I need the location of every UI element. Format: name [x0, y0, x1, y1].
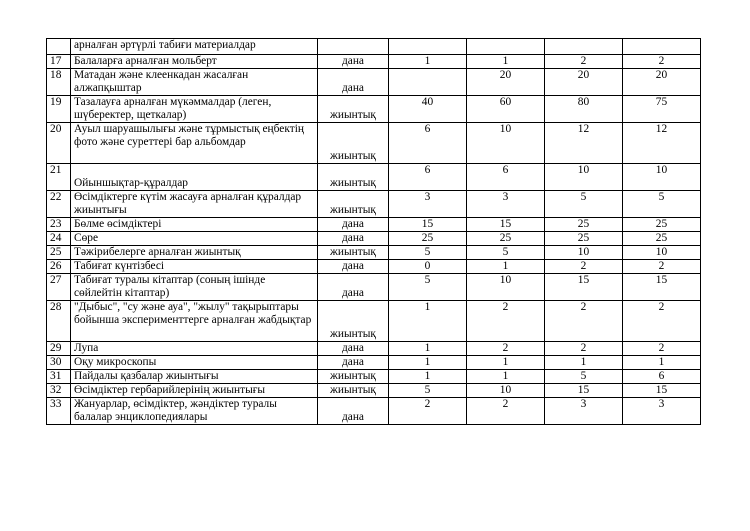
value-cell: 20	[467, 69, 545, 96]
row-number: 30	[47, 356, 71, 370]
value-cell: 5	[389, 384, 467, 398]
value-cell: 2	[623, 260, 701, 274]
value-cell: 1	[389, 370, 467, 384]
value-cell: 2	[545, 342, 623, 356]
table-row	[47, 246, 701, 260]
item-name: Тазалауға арналған мүкәммалдар (леген, шүберектер, щеткалар)	[71, 96, 318, 123]
value-cell: 75	[623, 96, 701, 123]
value-cell: 1	[389, 342, 467, 356]
value-cell: 5	[389, 246, 467, 260]
value-cell: 60	[467, 96, 545, 123]
equipment-table	[46, 38, 701, 425]
value-cell: 1	[467, 370, 545, 384]
table-row	[47, 164, 701, 191]
value-cell: 10	[623, 246, 701, 260]
table-row	[47, 384, 701, 398]
item-name: Ойыншықтар-құралдар	[71, 164, 318, 191]
value-cell: 6	[389, 164, 467, 191]
row-number: 20	[47, 123, 71, 164]
item-name: "Дыбыс", "су және ауа", "жылу" тақырыптары бойынша эксперименттерге арналған жабдықтар	[71, 301, 318, 342]
table-row	[47, 260, 701, 274]
value-cell: 10	[467, 384, 545, 398]
value-cell: 15	[467, 218, 545, 232]
value-cell: 40	[389, 96, 467, 123]
unit-of-measure: дана	[318, 69, 389, 96]
row-number: 25	[47, 246, 71, 260]
value-cell: 15	[623, 384, 701, 398]
item-name: Өсімдіктерге күтім жасауға арналған құралдар жиынтығы	[71, 191, 318, 218]
table-row	[47, 232, 701, 246]
value-cell: 20	[545, 69, 623, 96]
table-row	[47, 398, 701, 425]
unit-of-measure: дана	[318, 398, 389, 425]
value-cell: 1	[389, 356, 467, 370]
table-row	[47, 55, 701, 69]
unit-of-measure: жиынтық	[318, 191, 389, 218]
table-row	[47, 274, 701, 301]
value-cell	[389, 39, 467, 55]
row-number: 18	[47, 69, 71, 96]
value-cell: 2	[545, 301, 623, 342]
value-cell: 3	[545, 398, 623, 425]
value-cell: 25	[389, 232, 467, 246]
item-name: Тәжірибелерге арналған жиынтық	[71, 246, 318, 260]
value-cell: 25	[623, 232, 701, 246]
value-cell: 2	[467, 342, 545, 356]
table-row	[47, 123, 701, 164]
value-cell: 1	[389, 301, 467, 342]
unit-of-measure	[318, 39, 389, 55]
value-cell	[467, 39, 545, 55]
table-row	[47, 356, 701, 370]
table-row	[47, 301, 701, 342]
unit-of-measure: жиынтық	[318, 123, 389, 164]
unit-of-measure: жиынтық	[318, 246, 389, 260]
item-name: арналған әртүрлі табиғи материалдар	[71, 39, 318, 55]
value-cell: 2	[545, 260, 623, 274]
value-cell: 2	[623, 301, 701, 342]
unit-of-measure: жиынтық	[318, 301, 389, 342]
row-number: 19	[47, 96, 71, 123]
value-cell: 10	[623, 164, 701, 191]
value-cell	[545, 39, 623, 55]
item-name: Табиғат туралы кітаптар (соның ішінде сөйлейтін кітаптар)	[71, 274, 318, 301]
value-cell: 5	[467, 246, 545, 260]
table-row	[47, 39, 701, 55]
value-cell: 6	[623, 370, 701, 384]
value-cell	[623, 39, 701, 55]
value-cell: 10	[545, 246, 623, 260]
table-row	[47, 370, 701, 384]
item-name: Сөре	[71, 232, 318, 246]
value-cell: 10	[545, 164, 623, 191]
value-cell: 5	[545, 191, 623, 218]
unit-of-measure: дана	[318, 260, 389, 274]
value-cell: 2	[545, 55, 623, 69]
item-name: Оқу микроскопы	[71, 356, 318, 370]
row-number: 31	[47, 370, 71, 384]
row-number	[47, 39, 71, 55]
value-cell: 2	[623, 55, 701, 69]
unit-of-measure: дана	[318, 356, 389, 370]
value-cell: 25	[545, 232, 623, 246]
row-number: 29	[47, 342, 71, 356]
table-row	[47, 69, 701, 96]
value-cell: 2	[389, 398, 467, 425]
item-name: Жануарлар, өсімдіктер, жәндіктер туралы балалар энциклопедиялары	[71, 398, 318, 425]
unit-of-measure: дана	[318, 342, 389, 356]
item-name: Табиғат күнтізбесі	[71, 260, 318, 274]
item-name: Лупа	[71, 342, 318, 356]
value-cell: 15	[623, 274, 701, 301]
value-cell: 25	[623, 218, 701, 232]
row-number: 32	[47, 384, 71, 398]
value-cell: 3	[389, 191, 467, 218]
item-name: Бөлме өсімдіктері	[71, 218, 318, 232]
value-cell: 5	[389, 274, 467, 301]
value-cell: 1	[623, 356, 701, 370]
value-cell: 1	[389, 55, 467, 69]
value-cell: 20	[623, 69, 701, 96]
row-number: 21	[47, 164, 71, 191]
value-cell: 0	[389, 260, 467, 274]
value-cell: 3	[623, 398, 701, 425]
row-number: 28	[47, 301, 71, 342]
value-cell: 12	[545, 123, 623, 164]
unit-of-measure: жиынтық	[318, 384, 389, 398]
unit-of-measure: дана	[318, 274, 389, 301]
unit-of-measure: дана	[318, 55, 389, 69]
value-cell: 10	[467, 274, 545, 301]
row-number: 27	[47, 274, 71, 301]
row-number: 24	[47, 232, 71, 246]
row-number: 33	[47, 398, 71, 425]
value-cell	[389, 69, 467, 96]
row-number: 22	[47, 191, 71, 218]
value-cell: 2	[467, 301, 545, 342]
value-cell: 10	[467, 123, 545, 164]
value-cell: 1	[467, 260, 545, 274]
unit-of-measure: жиынтық	[318, 96, 389, 123]
unit-of-measure: дана	[318, 218, 389, 232]
table-row	[47, 342, 701, 356]
value-cell: 1	[467, 356, 545, 370]
value-cell: 2	[467, 398, 545, 425]
value-cell: 15	[389, 218, 467, 232]
unit-of-measure: жиынтық	[318, 370, 389, 384]
table-row	[47, 191, 701, 218]
value-cell: 80	[545, 96, 623, 123]
row-number: 26	[47, 260, 71, 274]
value-cell: 6	[389, 123, 467, 164]
value-cell: 5	[545, 370, 623, 384]
item-name: Балаларға арналған мольберт	[71, 55, 318, 69]
value-cell: 5	[623, 191, 701, 218]
row-number: 23	[47, 218, 71, 232]
value-cell: 1	[545, 356, 623, 370]
value-cell: 3	[467, 191, 545, 218]
item-name: Пайдалы қазбалар жиынтығы	[71, 370, 318, 384]
item-name: Өсімдіктер гербарийлерінің жиынтығы	[71, 384, 318, 398]
table-body	[47, 39, 701, 425]
value-cell: 6	[467, 164, 545, 191]
value-cell: 2	[623, 342, 701, 356]
value-cell: 25	[467, 232, 545, 246]
value-cell: 15	[545, 384, 623, 398]
value-cell: 25	[545, 218, 623, 232]
unit-of-measure: жиынтық	[318, 164, 389, 191]
value-cell: 12	[623, 123, 701, 164]
value-cell: 1	[467, 55, 545, 69]
item-name: Матадан және клеенкадан жасалған алжапқыштар	[71, 69, 318, 96]
row-number: 17	[47, 55, 71, 69]
item-name: Ауыл шаруашылығы және тұрмыстық еңбектің фото және суреттері бар альбомдар	[71, 123, 318, 164]
table-row	[47, 96, 701, 123]
table-row	[47, 218, 701, 232]
value-cell: 15	[545, 274, 623, 301]
unit-of-measure: дана	[318, 232, 389, 246]
document-page	[46, 38, 701, 425]
